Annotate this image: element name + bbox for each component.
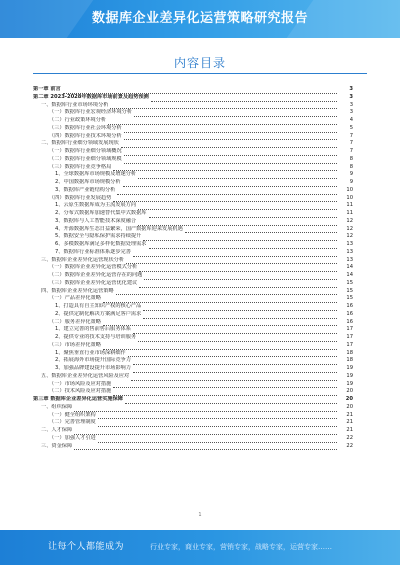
toc-leader-dots xyxy=(138,336,337,342)
toc-leader-dots xyxy=(144,274,337,280)
toc-leader-dots xyxy=(103,320,337,326)
toc-entry[interactable] xyxy=(33,109,353,117)
toc-entry[interactable] xyxy=(33,140,353,148)
toc-entry-page: 13 xyxy=(346,248,353,255)
toc-entry-page: 21 xyxy=(346,419,353,426)
toc-entry[interactable] xyxy=(33,148,353,156)
toc-entry-page: 11 xyxy=(346,210,353,216)
toc-entry[interactable] xyxy=(33,381,353,389)
toc-entry-title: （二）服务差异化策略 xyxy=(49,318,101,325)
toc-entry-title: 第一章 前言 xyxy=(33,86,61,92)
toc-entry[interactable] xyxy=(33,117,353,125)
toc-entry-page: 3 xyxy=(349,109,353,116)
toc-entry[interactable] xyxy=(33,303,353,311)
toc-entry-title: 三、资金保障 xyxy=(41,442,73,449)
toc-entry[interactable] xyxy=(33,272,353,280)
toc-entry-title: （一）数据库企业差异化运营模式分析 xyxy=(49,264,138,271)
toc-leader-dots xyxy=(116,289,337,295)
toc-entry-title: 7、数据库行业标准体系逐步完善 xyxy=(55,248,131,255)
toc-entry[interactable] xyxy=(33,342,353,350)
toc-entry-title: （二）完善管理制度 xyxy=(49,419,96,426)
toc-leader-dots xyxy=(124,150,337,156)
toc-entry-page: 15 xyxy=(346,295,353,302)
toc-entry-title: 第二章 2023-2028年数据库市场前景及趋势预测 xyxy=(33,93,149,100)
toc-entry-page: 19 xyxy=(346,365,353,371)
toc-leader-dots xyxy=(126,258,337,264)
toc-entry-title: 一、数据库行业市场环境分析 xyxy=(41,101,109,108)
toc-entry-page: 4 xyxy=(349,117,353,123)
toc-entry-page: 9 xyxy=(349,171,353,178)
toc-leader-dots xyxy=(117,189,337,195)
toc-entry[interactable] xyxy=(33,373,353,381)
toc-entry-title: （一）数据库行业细分领域概况 xyxy=(49,148,122,154)
toc-entry[interactable] xyxy=(33,257,353,265)
toc-leader-dots xyxy=(149,243,338,249)
page-number: 1 xyxy=(198,512,202,518)
toc-leader-dots xyxy=(143,235,337,241)
toc-entry[interactable] xyxy=(33,388,353,396)
toc-entry-title: 四、数据库企业差异化运营策略 xyxy=(41,287,114,294)
toc-entry-page: 22 xyxy=(346,434,353,441)
toc-entry-title: 3、数据库产业链结构分析 xyxy=(55,186,116,193)
toc-entry[interactable] xyxy=(33,179,353,187)
toc-entry[interactable] xyxy=(33,218,353,226)
toc-entry-title: 1、云原生数据库成为主流发展方向 xyxy=(55,202,137,209)
toc-entry[interactable] xyxy=(33,195,353,203)
toc-entry-title: 1、打造具有自主知识产权的核心产品 xyxy=(55,303,142,309)
toc-entry-title: 5、数据安全与隐私保护需求持续提升 xyxy=(55,233,142,240)
toc-leader-dots xyxy=(124,127,337,133)
toc-leader-dots xyxy=(138,173,337,179)
toc-leader-dots xyxy=(121,142,337,148)
toc-entry[interactable] xyxy=(33,86,353,94)
table-of-contents xyxy=(33,86,353,450)
toc-leader-dots xyxy=(124,158,337,164)
toc-entry-page: 3 xyxy=(349,101,353,108)
toc-entry[interactable] xyxy=(33,404,353,412)
footer-banner xyxy=(0,530,400,565)
toc-entry[interactable] xyxy=(33,311,353,319)
toc-leader-dots xyxy=(139,266,337,272)
toc-entry-title: 1、建立完善的售前售后服务体系 xyxy=(55,326,131,333)
toc-entry[interactable] xyxy=(33,241,353,249)
toc-entry-title: 2、中国数据库市场规模分析 xyxy=(55,179,121,185)
toc-leader-dots xyxy=(113,196,337,202)
toc-leader-dots xyxy=(103,344,337,350)
toc-entry-title: （三）市场差异化策略 xyxy=(49,341,101,348)
toc-leader-dots xyxy=(143,305,337,311)
toc-leader-dots xyxy=(131,375,337,381)
toc-entry-title: 二、数据库行业细分领域发展现状 xyxy=(41,140,119,147)
toc-entry-title: （二）技术风险及应对措施 xyxy=(49,388,112,395)
toc-entry-page: 15 xyxy=(346,279,353,286)
toc-entry-title: （三）数据库企业差异化运营优化建议 xyxy=(49,279,138,286)
toc-entry-page: 17 xyxy=(346,341,353,348)
toc-entry-title: 2、提供专业的技术支持与培训服务 xyxy=(55,334,137,340)
toc-entry-title: 三、数据库企业差异化运营现状分析 xyxy=(41,256,125,263)
toc-entry[interactable] xyxy=(33,94,353,102)
toc-leader-dots xyxy=(133,251,337,257)
toc-entry-page: 8 xyxy=(349,163,353,170)
toc-leader-dots xyxy=(108,119,337,125)
toc-entry[interactable] xyxy=(33,326,353,334)
toc-entry-page: 19 xyxy=(346,380,353,387)
toc-entry[interactable] xyxy=(33,350,353,358)
toc-entry-title: 6、多模数据库满足多样化数据处理需求 xyxy=(55,241,147,247)
toc-entry-title: （四）数据库行业发展趋势 xyxy=(49,194,112,201)
toc-entry-title: （一）数据库行业宏观经济环境分析 xyxy=(49,109,133,116)
toc-leader-dots xyxy=(110,103,337,109)
toc-entry[interactable] xyxy=(33,365,353,373)
toc-leader-dots xyxy=(98,437,337,443)
toc-leader-dots xyxy=(185,227,337,233)
toc-entry-title: （三）数据库行业社会环境分析 xyxy=(49,124,122,131)
toc-leader-dots xyxy=(125,398,337,404)
toc-entry-page: 15 xyxy=(346,287,353,294)
toc-leader-dots xyxy=(143,313,337,319)
toc-entry[interactable] xyxy=(33,357,353,365)
toc-entry-title: 第三章 数据库企业差异化运营实施保障 xyxy=(33,396,123,402)
toc-entry[interactable] xyxy=(33,202,353,210)
toc-entry[interactable] xyxy=(33,419,353,427)
toc-entry-title: （一）产品差异化策略 xyxy=(49,295,101,302)
toc-entry-page: 17 xyxy=(346,326,353,333)
toc-entry-page: 16 xyxy=(346,310,353,317)
toc-entry-page: 10 xyxy=(346,194,353,201)
toc-entry[interactable] xyxy=(33,412,353,420)
toc-entry-page: 18 xyxy=(346,349,353,356)
toc-entry[interactable] xyxy=(33,102,353,110)
toc-entry[interactable] xyxy=(33,210,353,218)
toc-entry[interactable] xyxy=(33,435,353,443)
toc-entry-page: 20 xyxy=(345,396,353,402)
toc-entry-title: 1、聚焦垂直行业市场深耕细作 xyxy=(55,349,126,356)
toc-entry[interactable] xyxy=(33,233,353,241)
toc-entry-page: 12 xyxy=(346,233,353,240)
toc-entry-title: （二）行业政策环境分析 xyxy=(49,117,107,123)
toc-entry-page: 14 xyxy=(346,272,353,278)
toc-entry-title: （二）数据库企业差异化运营存在的问题 xyxy=(49,272,143,278)
toc-leader-dots xyxy=(133,359,337,365)
toc-entry[interactable] xyxy=(33,133,353,141)
toc-entry-page: 12 xyxy=(346,225,353,232)
toc-entry[interactable] xyxy=(33,226,353,234)
toc-entry-title: 一、组织保障 xyxy=(41,403,73,410)
toc-entry-page: 5 xyxy=(349,124,353,131)
footer-slogan: 让每个人都能成为 xyxy=(48,542,125,552)
toc-entry-page: 18 xyxy=(346,357,353,364)
toc-entry-page: 17 xyxy=(346,334,353,340)
footer-roles: 行业专家，商业专家，营销专家，战略专家，运营专家…… xyxy=(150,543,332,551)
toc-leader-dots xyxy=(133,328,337,334)
toc-leader-dots xyxy=(128,351,337,357)
toc-leader-dots xyxy=(139,282,337,288)
toc-entry-title: 2、提供定制化解决方案满足客户需求 xyxy=(55,310,142,317)
toc-entry[interactable] xyxy=(33,396,353,404)
toc-leader-dots xyxy=(113,382,337,388)
toc-entry-page: 11 xyxy=(346,202,353,209)
toc-entry-page: 7 xyxy=(349,140,353,147)
toc-entry[interactable] xyxy=(33,249,353,257)
report-title: 数据库企业差异化运营策略研究报告 xyxy=(91,11,308,26)
toc-entry-title: 2、拓展海外市场提升国际竞争力 xyxy=(55,357,131,364)
toc-entry-page: 8 xyxy=(349,155,353,162)
toc-entry-page: 20 xyxy=(346,403,353,410)
toc-entry-page: 20 xyxy=(346,388,353,395)
toc-entry-page: 10 xyxy=(346,186,353,193)
toc-entry-page: 12 xyxy=(346,217,353,224)
toc-entry-title: （一）加强人才引进 xyxy=(49,434,96,441)
toc-leader-dots xyxy=(124,134,337,140)
toc-entry-page: 16 xyxy=(346,318,353,325)
toc-entry[interactable] xyxy=(33,280,353,288)
toc-entry-title: 1、全球数据库市场规模及增速分析 xyxy=(55,171,137,178)
toc-entry-page: 7 xyxy=(349,132,353,139)
toc-entry-title: 2、分布式数据库加速替代集中式数据库 xyxy=(55,210,147,216)
toc-entry-page: 22 xyxy=(346,442,353,449)
toc-divider xyxy=(33,73,367,74)
toc-entry[interactable] xyxy=(33,187,353,195)
toc-entry-page: 13 xyxy=(346,256,353,263)
toc-leader-dots xyxy=(74,444,337,450)
toc-entry-title: 二、人才保障 xyxy=(41,427,73,433)
toc-entry[interactable] xyxy=(33,171,353,179)
toc-entry[interactable] xyxy=(33,334,353,342)
toc-entry[interactable] xyxy=(33,156,353,164)
toc-leader-dots xyxy=(133,367,337,373)
toc-entry-page: 21 xyxy=(346,411,353,418)
toc-leader-dots xyxy=(138,204,337,210)
toc-entry-title: 3、加强品牌建设提升市场影响力 xyxy=(55,365,131,371)
toc-leader-dots xyxy=(151,96,337,102)
toc-entry-title: 五、数据库企业差异化运营风险及应对 xyxy=(41,372,130,379)
toc-entry-title: （二）数据库行业细分领域规模 xyxy=(49,155,122,162)
toc-leader-dots xyxy=(123,181,337,187)
toc-entry-title: （三）数据库行业竞争格局 xyxy=(49,163,112,170)
toc-entry-page: 3 xyxy=(349,93,353,100)
toc-entry-title: 4、开源数据库生态日益繁荣，国产数据库迎来发展机遇 xyxy=(55,225,183,232)
toc-entry[interactable] xyxy=(33,427,353,435)
toc-entry-page: 14 xyxy=(346,264,353,271)
toc-heading: 内容目录 xyxy=(173,56,226,70)
toc-entry-title: 3、数据库与人工智能技术深度融合 xyxy=(55,217,137,224)
toc-entry-page: 19 xyxy=(346,372,353,379)
toc-entry[interactable] xyxy=(33,443,353,451)
toc-entry[interactable] xyxy=(33,288,353,296)
toc-leader-dots xyxy=(134,111,337,117)
toc-leader-dots xyxy=(113,390,337,396)
toc-leader-dots xyxy=(74,429,337,435)
toc-entry-page: 16 xyxy=(346,303,353,309)
toc-entry[interactable] xyxy=(33,264,353,272)
toc-entry[interactable] xyxy=(33,319,353,327)
toc-entry-page: 13 xyxy=(346,241,353,247)
toc-leader-dots xyxy=(74,406,337,412)
toc-leader-dots xyxy=(113,165,337,171)
toc-entry-page: 3 xyxy=(349,86,353,92)
toc-leader-dots xyxy=(149,212,338,218)
toc-entry[interactable] xyxy=(33,125,353,133)
toc-entry-page: 7 xyxy=(349,148,353,154)
toc-entry-title: （四）数据库行业技术环境分析 xyxy=(49,132,122,139)
toc-entry-page: 21 xyxy=(346,427,353,433)
toc-leader-dots xyxy=(98,421,337,427)
toc-entry-page: 9 xyxy=(349,179,353,185)
toc-entry-title: （一）健全组织架构 xyxy=(49,411,96,418)
toc-entry[interactable] xyxy=(33,295,353,303)
toc-entry-title: （一）市场风险及应对措施 xyxy=(49,380,112,387)
toc-entry[interactable] xyxy=(33,164,353,172)
toc-leader-dots xyxy=(98,413,337,419)
